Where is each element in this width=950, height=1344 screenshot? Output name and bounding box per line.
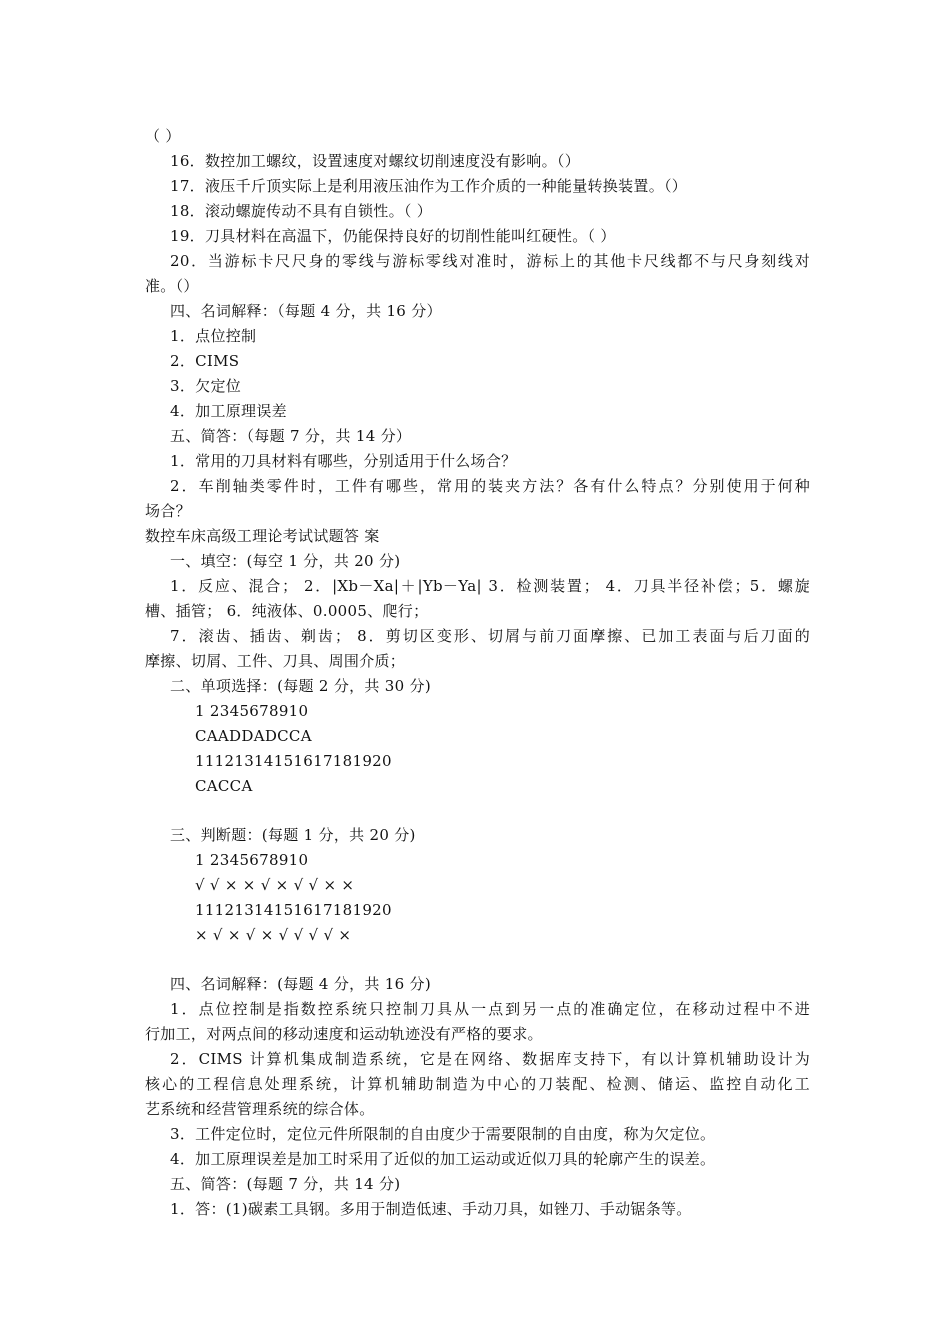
short-question-continued: 场合？	[145, 502, 191, 520]
term-item: 1．点位控制	[170, 327, 257, 345]
answers-title: 数控车床高级工理论考试试题答 案	[145, 527, 380, 545]
section-header-terms: 四、名词解释：（每题 4 分，共 16 分）	[170, 302, 442, 320]
answer-terms-line: 艺系统和经营管理系统的综合体。	[145, 1100, 375, 1118]
answer-fill-line: 1．反应、混合； 2．|Xb－Xa|＋|Yb－Ya| 3．检测装置； 4．刀具半径补偿；5．螺旋	[170, 577, 810, 595]
judgment-question: 16．数控加工螺纹，设置速度对螺纹切削速度没有影响。（）	[170, 152, 580, 170]
answer-header-terms: 四、名词解释：(每题 4 分，共 16 分)	[170, 975, 432, 993]
answer-header-single: 二、单项选择：(每题 2 分，共 30 分)	[170, 677, 432, 695]
answer-single-row: 11121314151617181920	[195, 752, 392, 770]
term-item: 4．加工原理误差	[170, 402, 287, 420]
judgment-question-continued: 准。（）	[145, 277, 199, 295]
judgment-question: 18．滚动螺旋传动不具有自锁性。（ ）	[170, 202, 433, 220]
answer-terms-line: 1．点位控制是指数控系统只控制刀具从一点到另一点的准确定位，在移动过程中不进	[170, 1000, 810, 1018]
judgment-question: 20．当游标卡尺尺身的零线与游标零线对准时，游标上的其他卡尺线都不与尺身刻线对	[170, 252, 810, 270]
section-header-short: 五、简答：（每题 7 分，共 14 分）	[170, 427, 412, 445]
answer-judge-row: × √ × √ × √ √ √ √ ×	[195, 926, 352, 944]
answer-header-short: 五、简答：(每题 7 分，共 14 分)	[170, 1175, 401, 1193]
answer-terms-line: 3．工件定位时，定位元件所限制的自由度少于需要限制的自由度，称为欠定位。	[170, 1125, 716, 1143]
answer-blank: （ ）	[145, 127, 181, 145]
answer-short-line: 1．答：(1)碳素工具钢。多用于制造低速、手动刀具，如锉刀、手动锯条等。	[170, 1200, 692, 1218]
answer-terms-line: 4．加工原理误差是加工时采用了近似的加工运动或近似刀具的轮廓产生的误差。	[170, 1150, 716, 1168]
term-item: 2．CIMS	[170, 352, 240, 370]
answer-terms-line: 2．CIMS 计算机集成制造系统，它是在网络、数据库支持下，有以计算机辅助设计为	[170, 1050, 810, 1068]
answer-terms-line: 行加工，对两点间的移动速度和运动轨迹没有严格的要求。	[145, 1025, 543, 1043]
answer-single-row: 1 2345678910	[195, 702, 309, 720]
answer-terms-line: 核心的工程信息处理系统，计算机辅助制造为中心的刀装配、检测、储运、监控自动化工	[145, 1075, 810, 1093]
term-item: 3．欠定位	[170, 377, 242, 395]
answer-judge-row: 11121314151617181920	[195, 901, 392, 919]
answer-single-row: CAADDADCCA	[195, 727, 312, 745]
answer-header-judge: 三、判断题：(每题 1 分，共 20 分)	[170, 826, 416, 844]
short-question: 1．常用的刀具材料有哪些，分别适用于什么场合？	[170, 452, 517, 470]
answer-single-row: CACCA	[195, 777, 253, 795]
answer-fill-line: 槽、插管； 6．纯液体、0.0005、爬行；	[145, 602, 429, 620]
judgment-question: 17．液压千斤顶实际上是利用液压油作为工作介质的一种能量转换装置。（）	[170, 177, 688, 195]
answer-fill-line: 7．滚齿、插齿、剃齿； 8．剪切区变形、切屑与前刀面摩擦、已加工表面与后刀面的	[170, 627, 810, 645]
answer-judge-row: √ √ × × √ × √ √ × ×	[195, 876, 355, 894]
answer-header-fill: 一、填空：(每空 1 分，共 20 分)	[170, 552, 401, 570]
answer-judge-row: 1 2345678910	[195, 851, 309, 869]
short-question: 2．车削轴类零件时，工件有哪些，常用的装夹方法？各有什么特点？分别使用于何种	[170, 477, 810, 495]
judgment-question: 19．刀具材料在高温下，仍能保持良好的切削性能叫红硬性。（ ）	[170, 227, 616, 245]
answer-fill-line: 摩擦、切屑、工件、刀具、周围介质；	[145, 652, 406, 670]
